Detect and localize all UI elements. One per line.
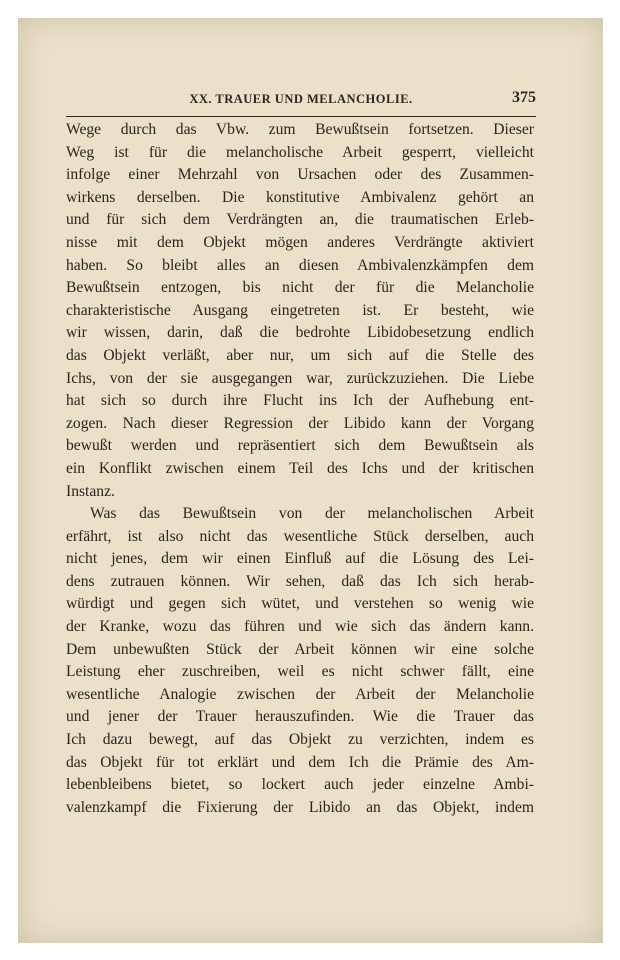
text-line: Dem unbewußten Stück der Arbeit können wir eine solche [66, 640, 534, 658]
text-line: erfährt, ist also nicht das wesentliche Stück derselben, auch [66, 527, 534, 545]
text-line: und jener der Trauer herauszufinden. Wie die Trauer das [66, 708, 534, 726]
text-line: ein Konflikt zwischen einem Teil des Ichs und der kritischen [66, 459, 534, 477]
text-line: haben. So bleibt alles an diesen Ambivalenzkämpfen dem [66, 256, 534, 274]
text-line: Bewußtsein entzogen, bis nicht der für die Melancholie [66, 279, 534, 297]
text-line: würdigt und gegen sich wütet, und verstehen so wenig wie [66, 595, 534, 613]
text-line: der Kranke, wozu das führen und wie sich das ändern kann. [66, 618, 534, 636]
text-line: das Objekt für tot erklärt und dem Ich die Prämie des Am- [66, 753, 534, 771]
text-line: Ich dazu bewegt, auf das Objekt zu verzichten, indem es [66, 731, 534, 749]
text-line: wirkens derselben. Die konstitutive Ambivalenz gehört an [66, 188, 534, 206]
text-line: nicht jenes, dem wir einen Einfluß auf die Lösung des Lei- [66, 550, 534, 568]
paragraph-2 [66, 503, 534, 819]
text-line: bewußt werden und repräsentiert sich dem Bewußtsein als [66, 437, 534, 455]
text-line: nisse mit dem Objekt mögen anderes Verdrängte aktiviert [66, 233, 534, 251]
text-line: lebenbleibens bietet, so lockert auch jeder einzelne Ambi- [66, 776, 534, 794]
page-header [66, 76, 536, 117]
text-line: Was das Bewußtsein von der melancholischen Arbeit [90, 505, 534, 523]
text-line: Weg ist für die melancholische Arbeit gesperrt, vielleicht [66, 143, 534, 161]
text-line: infolge einer Mehrzahl von Ursachen oder des Zusammen- [66, 166, 534, 184]
text-line: valenzkampf die Fixierung der Libido an das Objekt, indem [66, 798, 534, 816]
paragraph-1 [66, 119, 534, 503]
book-page [18, 18, 603, 943]
page-number: 375 [512, 89, 536, 106]
running-head: XX. TRAUER UND MELANCHOLIE. [189, 92, 413, 106]
text-line: Leistung eher zuschreiben, weil es nicht schwer fällt, eine [66, 663, 534, 681]
text-line: das Objekt verläßt, aber nur, um sich auf die Stelle des [66, 346, 534, 364]
text-line: Wege durch das Vbw. zum Bewußtsein fortsetzen. Dieser [66, 121, 534, 138]
text-line: Ichs, von der sie ausgegangen war, zurückzuziehen. Die Liebe [66, 369, 534, 387]
text-line: zogen. Nach dieser Regression der Libido kann der Vorgang [66, 414, 534, 432]
text-line: Instanz. [66, 482, 115, 500]
text-line: und für sich dem Verdrängten an, die traumatischen Erleb- [66, 211, 534, 229]
text-line: dens zutrauen können. Wir sehen, daß das Ich sich herab- [66, 572, 534, 590]
text-line: charakteristische Ausgang eingetreten ist. Er besteht, wie [66, 301, 534, 319]
text-line: wir wissen, darin, daß die bedrohte Libidobesetzung endlich [66, 324, 534, 342]
text-line: hat sich so durch ihre Flucht ins Ich der Aufhebung ent- [66, 392, 534, 410]
text-line: wesentliche Analogie zwischen der Arbeit der Melancholie [66, 685, 534, 703]
body-text [66, 119, 534, 819]
